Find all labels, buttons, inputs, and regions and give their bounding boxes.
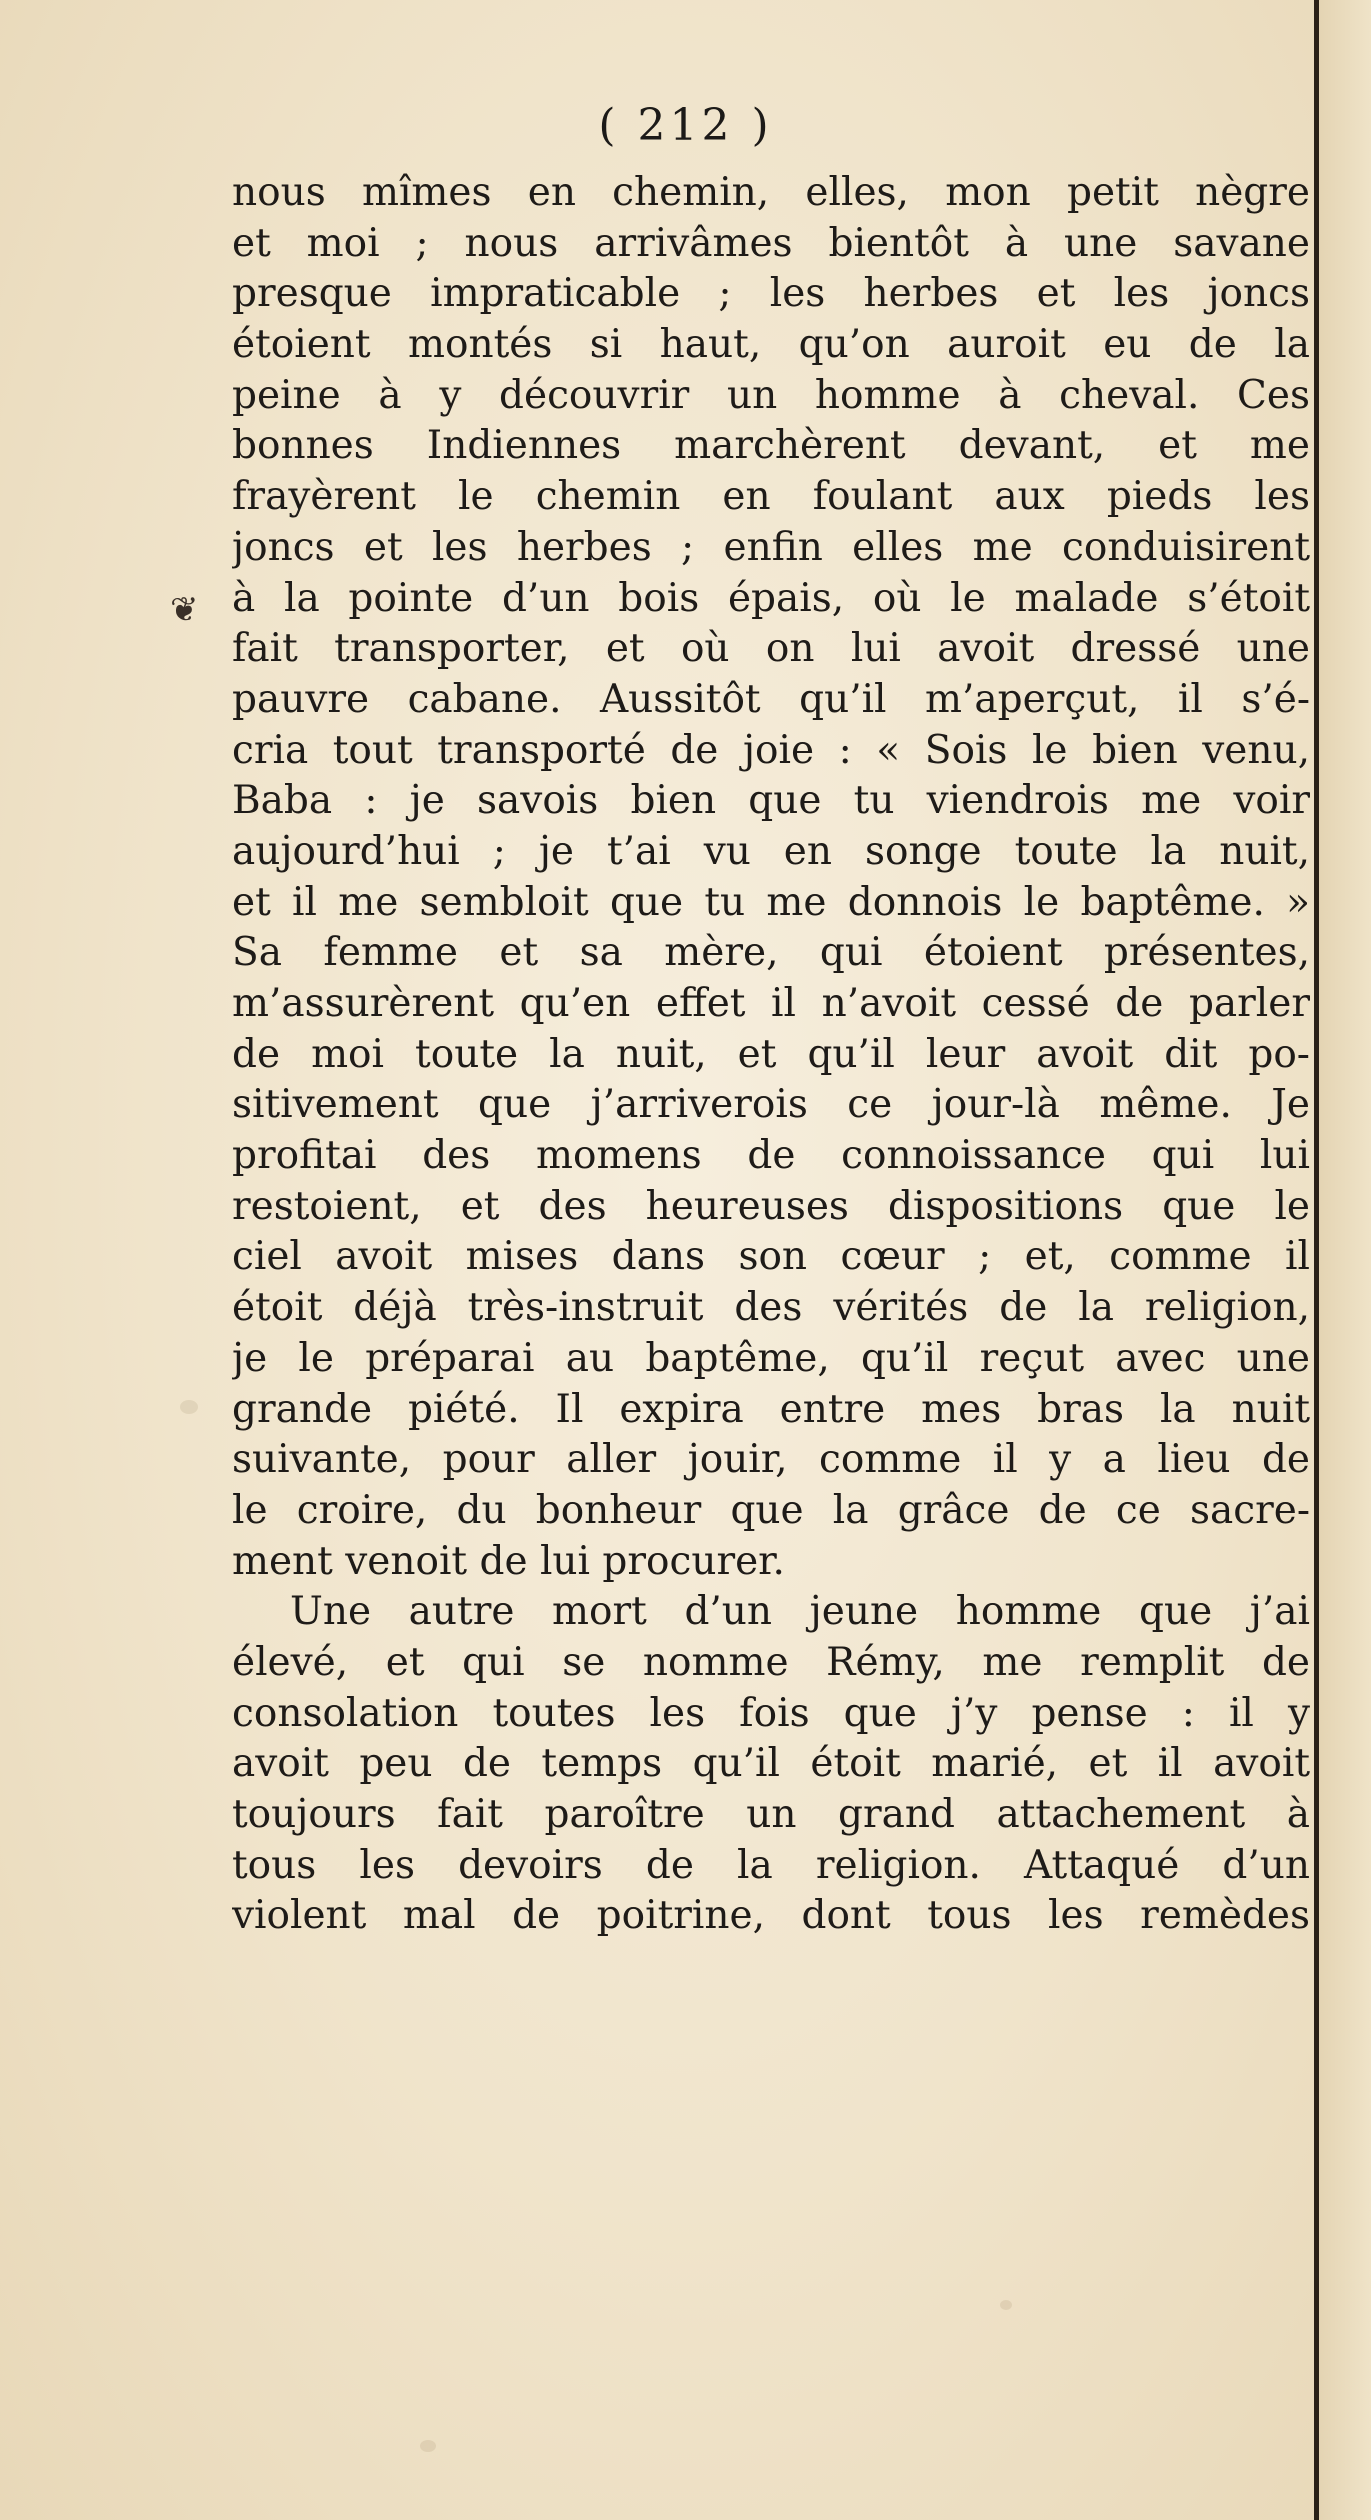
text-line: sitivement que j’arriverois ce jour-là même. Je	[232, 1082, 1310, 1128]
paper-spot	[180, 1400, 198, 1414]
text-line: avoit peu de temps qu’il étoit marié, et il avoit	[232, 1741, 1310, 1787]
page-edge	[1314, 0, 1319, 2520]
text-line: et moi ; nous arrivâmes bientôt à une savane	[232, 220, 1310, 266]
text-line: peine à y découvrir un homme à cheval. Ces	[232, 372, 1310, 418]
text-line: m’assurèrent qu’en effet il n’avoit cessé de parler	[232, 981, 1310, 1026]
body-text	[232, 168, 1310, 1942]
text-line: de moi toute la nuit, et qu’il leur avoit dit po-	[232, 1031, 1310, 1077]
text-line: Sa femme et sa mère, qui étoient présentes,	[232, 930, 1310, 976]
text-line: toujours fait paroître un grand attachement à	[232, 1792, 1310, 1837]
text-line: élevé, et qui se nomme Rémy, me remplit de	[232, 1639, 1310, 1685]
text-line: bonnes Indiennes marchèrent devant, et me	[232, 423, 1310, 469]
text-line: le croire, du bonheur que la grâce de ce sacre-	[232, 1487, 1310, 1533]
page-margin	[1319, 0, 1371, 2520]
page-number: ( 212 )	[598, 100, 773, 151]
text-line: restoient, et des heureuses dispositions que le	[232, 1183, 1310, 1229]
text-line: ment venoit de lui procurer.	[232, 1538, 785, 1584]
text-line: nous mîmes en chemin, elles, mon petit nègre	[232, 170, 1310, 215]
text-line: cria tout transporté de joie : « Sois le bien venu,	[232, 727, 1310, 773]
text-line: violent mal de poitrine, dont tous les remèdes	[232, 1893, 1310, 1939]
text-line: consolation toutes les fois que j’y pense : il y	[232, 1690, 1310, 1736]
text-line: à la pointe d’un bois épais, où le malade s’étoit	[232, 575, 1310, 621]
paragraph-first-line: Une autre mort d’un jeune homme que j’ai	[290, 1589, 1310, 1635]
text-line: profitai des momens de connoissance qui lui	[232, 1133, 1310, 1179]
text-line: aujourd’hui ; je t’ai vu en songe toute la nuit,	[232, 828, 1310, 874]
text-line: ciel avoit mises dans son cœur ; et, comme il	[232, 1234, 1310, 1280]
text-line: pauvre cabane. Aussitôt qu’il m’aperçut, il s’é-	[232, 676, 1310, 722]
text-line: frayèrent le chemin en foulant aux pieds les	[232, 474, 1310, 520]
text-line: presque impraticable ; les herbes et les joncs	[232, 271, 1310, 317]
paper-spot	[420, 2440, 436, 2452]
text-line: étoient montés si haut, qu’on auroit eu de la	[232, 322, 1310, 368]
text-line: étoit déjà très-instruit des vérités de la religion,	[232, 1285, 1310, 1331]
text-line: Baba : je savois bien que tu viendrois me voir	[232, 778, 1310, 824]
text-line: fait transporter, et où on lui avoit dressé une	[232, 626, 1310, 672]
text-line: joncs et les herbes ; enfin elles me conduisirent	[232, 524, 1310, 570]
text-line: tous les devoirs de la religion. Attaqué d’un	[232, 1842, 1310, 1888]
paper-spot	[1000, 2300, 1012, 2310]
text-line: suivante, pour aller jouir, comme il y a lieu de	[232, 1437, 1310, 1483]
text-line: grande piété. Il expira entre mes bras la nuit	[232, 1386, 1310, 1432]
printer-mark-icon: ❦	[170, 590, 199, 630]
text-line: et il me sembloit que tu me donnois le baptême. »	[232, 879, 1310, 925]
text-line: je le préparai au baptême, qu’il reçut avec une	[232, 1335, 1310, 1381]
